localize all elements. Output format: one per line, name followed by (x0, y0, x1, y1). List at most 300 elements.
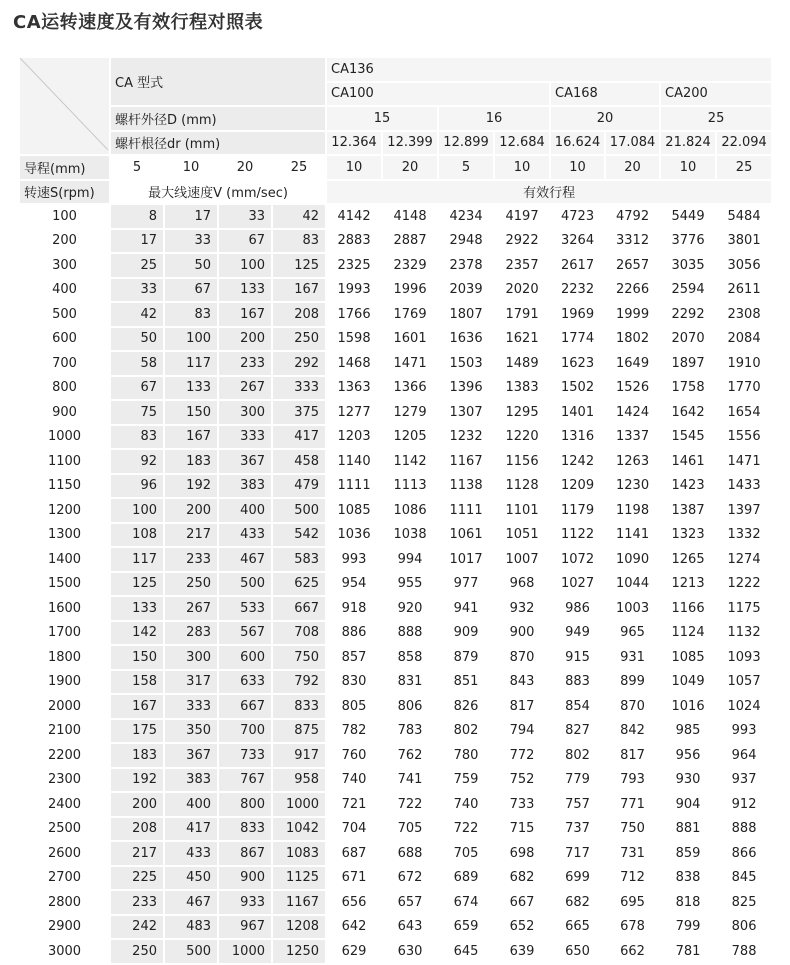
speed-cell: 33 (164, 229, 218, 254)
table-row (20, 547, 772, 572)
stroke-cell: 1167 (438, 449, 494, 474)
stroke-cell: 1198 (605, 498, 660, 523)
stroke-cell: 656 (326, 890, 382, 915)
speed-cell: 83 (272, 229, 326, 254)
stroke-cell: 2617 (550, 253, 605, 278)
speed-cell: 167 (164, 425, 218, 450)
stroke-cell: 956 (660, 743, 716, 768)
stroke-cell: 1166 (660, 596, 716, 621)
speed-cell: 67 (110, 376, 164, 401)
speed-cell: 1208 (272, 915, 326, 940)
speed-cell: 242 (110, 915, 164, 940)
stroke-cell: 722 (382, 792, 438, 817)
speed-cell: 333 (218, 425, 272, 450)
stroke-cell: 1802 (605, 327, 660, 352)
stroke-cell: 1996 (382, 278, 438, 303)
speed-cell: 600 (218, 645, 272, 670)
speed-cell: 58 (110, 351, 164, 376)
table-row (20, 890, 772, 915)
stroke-cell: 712 (605, 866, 660, 891)
rpm-cell: 2600 (20, 841, 110, 866)
stroke-cell: 2329 (382, 253, 438, 278)
stroke-cell: 695 (605, 890, 660, 915)
rpm-cell: 2400 (20, 792, 110, 817)
stroke-cell: 1242 (550, 449, 605, 474)
model-ca136: CA136 (326, 58, 772, 82)
speed-cell: 467 (164, 890, 218, 915)
stroke-cell: 1545 (660, 425, 716, 450)
stroke-cell: 721 (326, 792, 382, 817)
stroke-cell: 859 (660, 841, 716, 866)
stroke-cell: 1093 (716, 645, 772, 670)
stroke-cell: 1654 (716, 400, 772, 425)
stroke-cell: 1295 (494, 400, 550, 425)
speed-cell: 133 (164, 376, 218, 401)
rpm-label: 转速S(rpm) (20, 180, 110, 205)
speed-cell: 300 (218, 400, 272, 425)
speed-stroke-table (20, 58, 773, 965)
table-row (20, 866, 772, 891)
screw-root-value: 12.684 (494, 131, 550, 156)
rpm-cell: 1200 (20, 498, 110, 523)
speed-cell: 200 (110, 792, 164, 817)
stroke-cell: 2039 (438, 278, 494, 303)
table-row (20, 498, 772, 523)
speed-cell: 25 (110, 253, 164, 278)
screw-root-value: 16.624 (550, 131, 605, 156)
stroke-cell: 1142 (382, 449, 438, 474)
stroke-cell: 1649 (605, 351, 660, 376)
stroke-cell: 817 (494, 694, 550, 719)
stroke-cell: 1397 (716, 498, 772, 523)
speed-cell: 900 (218, 866, 272, 891)
stroke-cell: 665 (550, 915, 605, 940)
rpm-cell: 1600 (20, 596, 110, 621)
speed-cell: 350 (164, 719, 218, 744)
table-row (20, 400, 772, 425)
stroke-cell: 1770 (716, 376, 772, 401)
stroke-cell: 1141 (605, 523, 660, 548)
table-row (20, 939, 772, 964)
screw-root-value: 12.899 (438, 131, 494, 156)
stroke-cell: 2594 (660, 278, 716, 303)
rpm-cell: 1000 (20, 425, 110, 450)
speed-cell: 483 (164, 915, 218, 940)
stroke-cell: 1007 (494, 547, 550, 572)
stroke-cell: 782 (326, 719, 382, 744)
stroke-cell: 704 (326, 817, 382, 842)
rpm-cell: 2000 (20, 694, 110, 719)
speed-cell: 500 (164, 939, 218, 964)
speed-cell: 1167 (272, 890, 326, 915)
stroke-cell: 802 (550, 743, 605, 768)
stroke-cell: 4197 (494, 204, 550, 229)
stroke-cell: 851 (438, 670, 494, 695)
stroke-cell: 4142 (326, 204, 382, 229)
stroke-cell: 722 (438, 817, 494, 842)
stroke-cell: 740 (326, 768, 382, 793)
stroke-cell: 1758 (660, 376, 716, 401)
speed-cell: 367 (218, 449, 272, 474)
speed-cell: 417 (272, 425, 326, 450)
stroke-cell: 750 (605, 817, 660, 842)
stroke-cell: 1036 (326, 523, 382, 548)
speed-cell: 142 (110, 621, 164, 646)
speed-cell: 567 (218, 621, 272, 646)
stroke-cell: 4723 (550, 204, 605, 229)
stroke-cell: 1471 (382, 351, 438, 376)
speed-cell: 96 (110, 474, 164, 499)
speed-cell: 167 (110, 694, 164, 719)
speed-cell: 17 (164, 204, 218, 229)
stroke-cell: 2357 (494, 253, 550, 278)
stroke-cell: 731 (605, 841, 660, 866)
speed-cell: 400 (164, 792, 218, 817)
stroke-cell: 1969 (550, 302, 605, 327)
table-row (20, 768, 772, 793)
stroke-cell: 1307 (438, 400, 494, 425)
stroke-cell: 806 (716, 915, 772, 940)
stroke-cell: 698 (494, 841, 550, 866)
table-row (20, 449, 772, 474)
speed-cell: 367 (164, 743, 218, 768)
table-row (20, 719, 772, 744)
stroke-cell: 705 (382, 817, 438, 842)
stroke-cell: 1265 (660, 547, 716, 572)
rpm-cell: 2100 (20, 719, 110, 744)
stroke-cell: 1111 (438, 498, 494, 523)
speed-cell: 583 (272, 547, 326, 572)
table-row (20, 204, 772, 229)
stroke-cell: 1387 (660, 498, 716, 523)
stroke-cell: 1396 (438, 376, 494, 401)
stroke-cell: 780 (438, 743, 494, 768)
stroke-cell: 870 (494, 645, 550, 670)
table-row (20, 694, 772, 719)
speed-cell: 750 (272, 645, 326, 670)
speed-cell: 767 (218, 768, 272, 793)
lead-stroke-value: 10 (550, 155, 605, 180)
stroke-cell: 1774 (550, 327, 605, 352)
stroke-cell: 920 (382, 596, 438, 621)
screw-od-value: 25 (660, 106, 772, 131)
speed-cell: 433 (164, 841, 218, 866)
speed-cell: 533 (218, 596, 272, 621)
stroke-cell: 2657 (605, 253, 660, 278)
stroke-cell: 1556 (716, 425, 772, 450)
stroke-cell: 2232 (550, 278, 605, 303)
speed-cell: 233 (218, 351, 272, 376)
stroke-cell: 2070 (660, 327, 716, 352)
stroke-cell: 1038 (382, 523, 438, 548)
stroke-cell: 689 (438, 866, 494, 891)
lead-stroke-value: 25 (716, 155, 772, 180)
screw-root-value: 12.399 (382, 131, 438, 156)
rpm-cell: 1700 (20, 621, 110, 646)
stroke-cell: 1072 (550, 547, 605, 572)
table-row (20, 817, 772, 842)
stroke-cell: 1279 (382, 400, 438, 425)
table-row (20, 376, 772, 401)
stroke-cell: 1122 (550, 523, 605, 548)
table-row (20, 253, 772, 278)
stroke-cell: 1230 (605, 474, 660, 499)
rpm-cell: 600 (20, 327, 110, 352)
speed-cell: 92 (110, 449, 164, 474)
speed-cell: 250 (272, 327, 326, 352)
stroke-cell: 662 (605, 939, 660, 964)
rpm-cell: 200 (20, 229, 110, 254)
stroke-cell: 1993 (326, 278, 382, 303)
stroke-cell: 1232 (438, 425, 494, 450)
page-title: CA运转速度及有效行程对照表 (13, 12, 264, 33)
stroke-cell: 986 (550, 596, 605, 621)
stroke-cell: 802 (438, 719, 494, 744)
stroke-cell: 825 (716, 890, 772, 915)
speed-cell: 175 (110, 719, 164, 744)
stroke-cell: 932 (494, 596, 550, 621)
rpm-cell: 2500 (20, 817, 110, 842)
speed-cell: 733 (218, 743, 272, 768)
stroke-cell: 941 (438, 596, 494, 621)
stroke-cell: 1124 (660, 621, 716, 646)
stroke-cell: 1024 (716, 694, 772, 719)
speed-cell: 792 (272, 670, 326, 695)
lead-stroke-value: 20 (382, 155, 438, 180)
screw-root-value: 12.364 (326, 131, 382, 156)
stroke-cell: 1621 (494, 327, 550, 352)
table-row (20, 278, 772, 303)
speed-cell: 867 (218, 841, 272, 866)
stroke-cell: 2266 (605, 278, 660, 303)
stroke-cell: 667 (494, 890, 550, 915)
rpm-cell: 1100 (20, 449, 110, 474)
model-ca200: CA200 (660, 82, 772, 107)
speed-cell: 967 (218, 915, 272, 940)
stroke-cell: 781 (660, 939, 716, 964)
speed-cell: 250 (164, 572, 218, 597)
stroke-cell: 900 (494, 621, 550, 646)
speed-cell: 467 (218, 547, 272, 572)
stroke-cell: 1383 (494, 376, 550, 401)
stroke-cell: 1807 (438, 302, 494, 327)
stroke-cell: 1897 (660, 351, 716, 376)
stroke-cell: 642 (326, 915, 382, 940)
table-row (20, 792, 772, 817)
stroke-cell: 1424 (605, 400, 660, 425)
stroke-cell: 5449 (660, 204, 716, 229)
speed-cell: 183 (164, 449, 218, 474)
stroke-cell: 886 (326, 621, 382, 646)
speed-cell: 375 (272, 400, 326, 425)
stroke-cell: 870 (605, 694, 660, 719)
stroke-cell: 705 (438, 841, 494, 866)
speed-cell: 633 (218, 670, 272, 695)
stroke-cell: 682 (494, 866, 550, 891)
model-label: CA 型式 (110, 58, 326, 106)
stroke-cell: 1138 (438, 474, 494, 499)
speed-cell: 292 (272, 351, 326, 376)
speed-cell: 33 (218, 204, 272, 229)
stroke-cell: 645 (438, 939, 494, 964)
stroke-cell: 845 (716, 866, 772, 891)
stroke-cell: 827 (550, 719, 605, 744)
rpm-cell: 1900 (20, 670, 110, 695)
table-row (20, 572, 772, 597)
stroke-cell: 3056 (716, 253, 772, 278)
speed-cell: 208 (110, 817, 164, 842)
speed-cell: 400 (218, 498, 272, 523)
speed-cell: 125 (110, 572, 164, 597)
speed-cell: 333 (272, 376, 326, 401)
stroke-cell: 1433 (716, 474, 772, 499)
stroke-cell: 858 (382, 645, 438, 670)
speed-cell: 200 (218, 327, 272, 352)
speed-cell: 700 (218, 719, 272, 744)
stroke-cell: 1128 (494, 474, 550, 499)
stroke-cell: 1085 (326, 498, 382, 523)
stroke-cell: 954 (326, 572, 382, 597)
stroke-cell: 1086 (382, 498, 438, 523)
stroke-cell: 879 (438, 645, 494, 670)
stroke-cell: 779 (550, 768, 605, 793)
speed-cell: 133 (218, 278, 272, 303)
stroke-cell: 993 (326, 547, 382, 572)
stroke-cell: 1791 (494, 302, 550, 327)
rpm-cell: 1800 (20, 645, 110, 670)
speed-cell: 500 (272, 498, 326, 523)
stroke-cell: 772 (494, 743, 550, 768)
stroke-cell: 717 (550, 841, 605, 866)
stroke-cell: 1769 (382, 302, 438, 327)
stroke-cell: 3312 (605, 229, 660, 254)
stroke-cell: 1277 (326, 400, 382, 425)
stroke-cell: 1209 (550, 474, 605, 499)
lead-speed-value: 20 (218, 155, 272, 180)
stroke-cell: 783 (382, 719, 438, 744)
lead-stroke-value: 20 (605, 155, 660, 180)
speed-cell: 1083 (272, 841, 326, 866)
lead-stroke-value: 10 (494, 155, 550, 180)
stroke-cell: 937 (716, 768, 772, 793)
stroke-cell: 771 (605, 792, 660, 817)
speed-cell: 479 (272, 474, 326, 499)
speed-cell: 300 (164, 645, 218, 670)
stroke-cell: 1401 (550, 400, 605, 425)
stroke-cell: 806 (382, 694, 438, 719)
stroke-cell: 3264 (550, 229, 605, 254)
speed-cell: 450 (164, 866, 218, 891)
speed-cell: 158 (110, 670, 164, 695)
stroke-cell: 968 (494, 572, 550, 597)
stroke-cell: 1017 (438, 547, 494, 572)
speed-cell: 383 (218, 474, 272, 499)
speed-cell: 708 (272, 621, 326, 646)
rpm-cell: 2900 (20, 915, 110, 940)
speed-cell: 250 (110, 939, 164, 964)
stroke-cell: 1366 (382, 376, 438, 401)
table-row (20, 915, 772, 940)
stroke-cell: 788 (716, 939, 772, 964)
stroke-cell: 1203 (326, 425, 382, 450)
stroke-cell: 888 (382, 621, 438, 646)
stroke-cell: 993 (716, 719, 772, 744)
stroke-cell: 659 (438, 915, 494, 940)
speed-cell: 42 (110, 302, 164, 327)
stroke-cell: 639 (494, 939, 550, 964)
rpm-cell: 900 (20, 400, 110, 425)
stroke-cell: 752 (494, 768, 550, 793)
stroke-cell: 955 (382, 572, 438, 597)
stroke-cell: 630 (382, 939, 438, 964)
stroke-cell: 687 (326, 841, 382, 866)
speed-cell: 200 (164, 498, 218, 523)
speed-cell: 317 (164, 670, 218, 695)
stroke-cell: 977 (438, 572, 494, 597)
stroke-cell: 1132 (716, 621, 772, 646)
rpm-cell: 2200 (20, 743, 110, 768)
model-ca100: CA100 (326, 82, 550, 107)
speed-cell: 100 (164, 327, 218, 352)
stroke-cell: 915 (550, 645, 605, 670)
stroke-cell: 866 (716, 841, 772, 866)
speed-cell: 625 (272, 572, 326, 597)
stroke-cell: 1175 (716, 596, 772, 621)
rpm-cell: 700 (20, 351, 110, 376)
stroke-cell: 994 (382, 547, 438, 572)
speed-cell: 33 (110, 278, 164, 303)
stroke-cell: 1337 (605, 425, 660, 450)
stroke-cell: 5484 (716, 204, 772, 229)
stroke-cell: 1642 (660, 400, 716, 425)
stroke-cell: 1140 (326, 449, 382, 474)
stroke-cell: 1502 (550, 376, 605, 401)
stroke-cell: 918 (326, 596, 382, 621)
stroke-cell: 2020 (494, 278, 550, 303)
speed-cell: 133 (110, 596, 164, 621)
speed-cell: 217 (164, 523, 218, 548)
speed-cell: 667 (272, 596, 326, 621)
table-row (20, 302, 772, 327)
stroke-cell: 930 (660, 768, 716, 793)
speed-cell: 958 (272, 768, 326, 793)
speed-cell: 667 (218, 694, 272, 719)
table-row (20, 670, 772, 695)
stroke-cell: 1016 (660, 694, 716, 719)
stroke-cell: 1113 (382, 474, 438, 499)
stroke-cell: 4234 (438, 204, 494, 229)
stroke-cell: 672 (382, 866, 438, 891)
stroke-cell: 1323 (660, 523, 716, 548)
stroke-cell: 1598 (326, 327, 382, 352)
stroke-cell: 805 (326, 694, 382, 719)
corner-diagonal-cell (20, 58, 110, 155)
stroke-cell: 1003 (605, 596, 660, 621)
speed-cell: 50 (164, 253, 218, 278)
speed-cell: 383 (164, 768, 218, 793)
stroke-cell: 818 (660, 890, 716, 915)
stroke-cell: 1057 (716, 670, 772, 695)
stroke-cell: 1111 (326, 474, 382, 499)
stroke-cell: 1423 (660, 474, 716, 499)
stroke-cell: 2922 (494, 229, 550, 254)
stroke-cell: 888 (716, 817, 772, 842)
speed-cell: 917 (272, 743, 326, 768)
stroke-cell: 1049 (660, 670, 716, 695)
rpm-cell: 2300 (20, 768, 110, 793)
stroke-cell: 1027 (550, 572, 605, 597)
speed-cell: 1250 (272, 939, 326, 964)
